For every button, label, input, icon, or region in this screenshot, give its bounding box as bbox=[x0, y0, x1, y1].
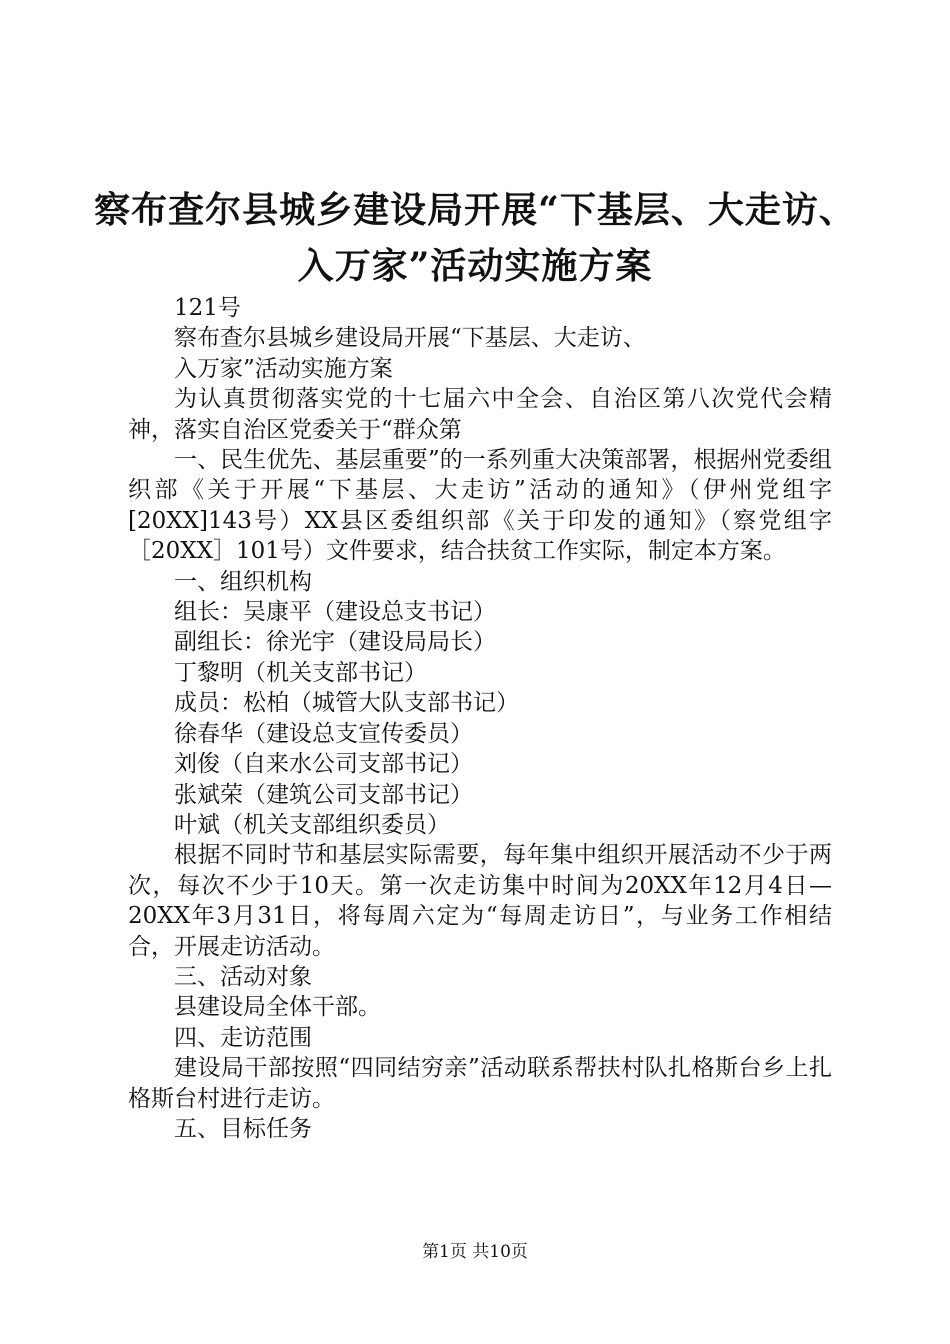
schedule-paragraph: 根据不同时节和基层实际需要，每年集中组织开展活动不少于两次，每次不少于10天。第一次走访集中时间为20XX年12月4日—20XX年3月31日，将每周六定为“每周走访日”，与业务工作相结合，开展走访活动。 bbox=[128, 842, 832, 960]
member-line: 丁黎明（机关支部书记） bbox=[174, 659, 427, 686]
page-footer: 第1页 共10页 bbox=[422, 1242, 528, 1262]
document-title-line-2: 入万家”活动实施方案 bbox=[297, 245, 653, 287]
section-heading-organization: 一、组织机构 bbox=[174, 568, 312, 595]
document-body bbox=[128, 293, 832, 1144]
section-heading-goals: 五、目标任务 bbox=[174, 1115, 312, 1142]
member-line: 刘俊（自来水公司支部书记） bbox=[174, 751, 473, 778]
section-heading-targets: 三、活动对象 bbox=[174, 963, 312, 990]
member-line: 叶斌（机关支部组织委员） bbox=[174, 811, 450, 838]
scope-paragraph: 建设局干部按照“四同结穷亲”活动联系帮扶村队扎格斯台乡上扎格斯台村进行走访。 bbox=[128, 1055, 832, 1112]
body-title-line-1: 察布查尔县城乡建设局开展“下基层、大走访、 bbox=[174, 325, 646, 352]
member-line: 张斌荣（建筑公司支部书记） bbox=[174, 781, 473, 808]
document-title-line-1: 察布查尔县城乡建设局开展“下基层、大走访、 bbox=[94, 189, 856, 231]
body-title-line-2: 入万家”活动实施方案 bbox=[174, 355, 393, 382]
basis-paragraph: 一、民生优先、基层重要”的一系列重大决策部署，根据州党委组织部《关于开展“下基层、大走访”活动的通知》（伊州党组字[20XX]143号）XX县区委组织部《关于印发的通知》（察党组字［20XX］101号）文件要求，结合扶贫工作实际，制定本方案。 bbox=[128, 447, 832, 565]
member-line: 成员：松柏（城管大队支部书记） bbox=[174, 690, 519, 717]
member-line: 副组长：徐光宇（建设局局长） bbox=[174, 629, 496, 656]
section-heading-scope: 四、走访范围 bbox=[174, 1024, 312, 1051]
targets-paragraph: 县建设局全体干部。 bbox=[174, 994, 381, 1021]
intro-paragraph: 为认真贯彻落实党的十七届六中全会、自治区第八次党代会精神，落实自治区党委关于“群众第 bbox=[128, 386, 832, 443]
member-line: 组长：吴康平（建设总支书记） bbox=[174, 599, 496, 626]
member-line: 徐春华（建设总支宣传委员） bbox=[174, 720, 473, 747]
document-number: 121号 bbox=[174, 295, 241, 321]
